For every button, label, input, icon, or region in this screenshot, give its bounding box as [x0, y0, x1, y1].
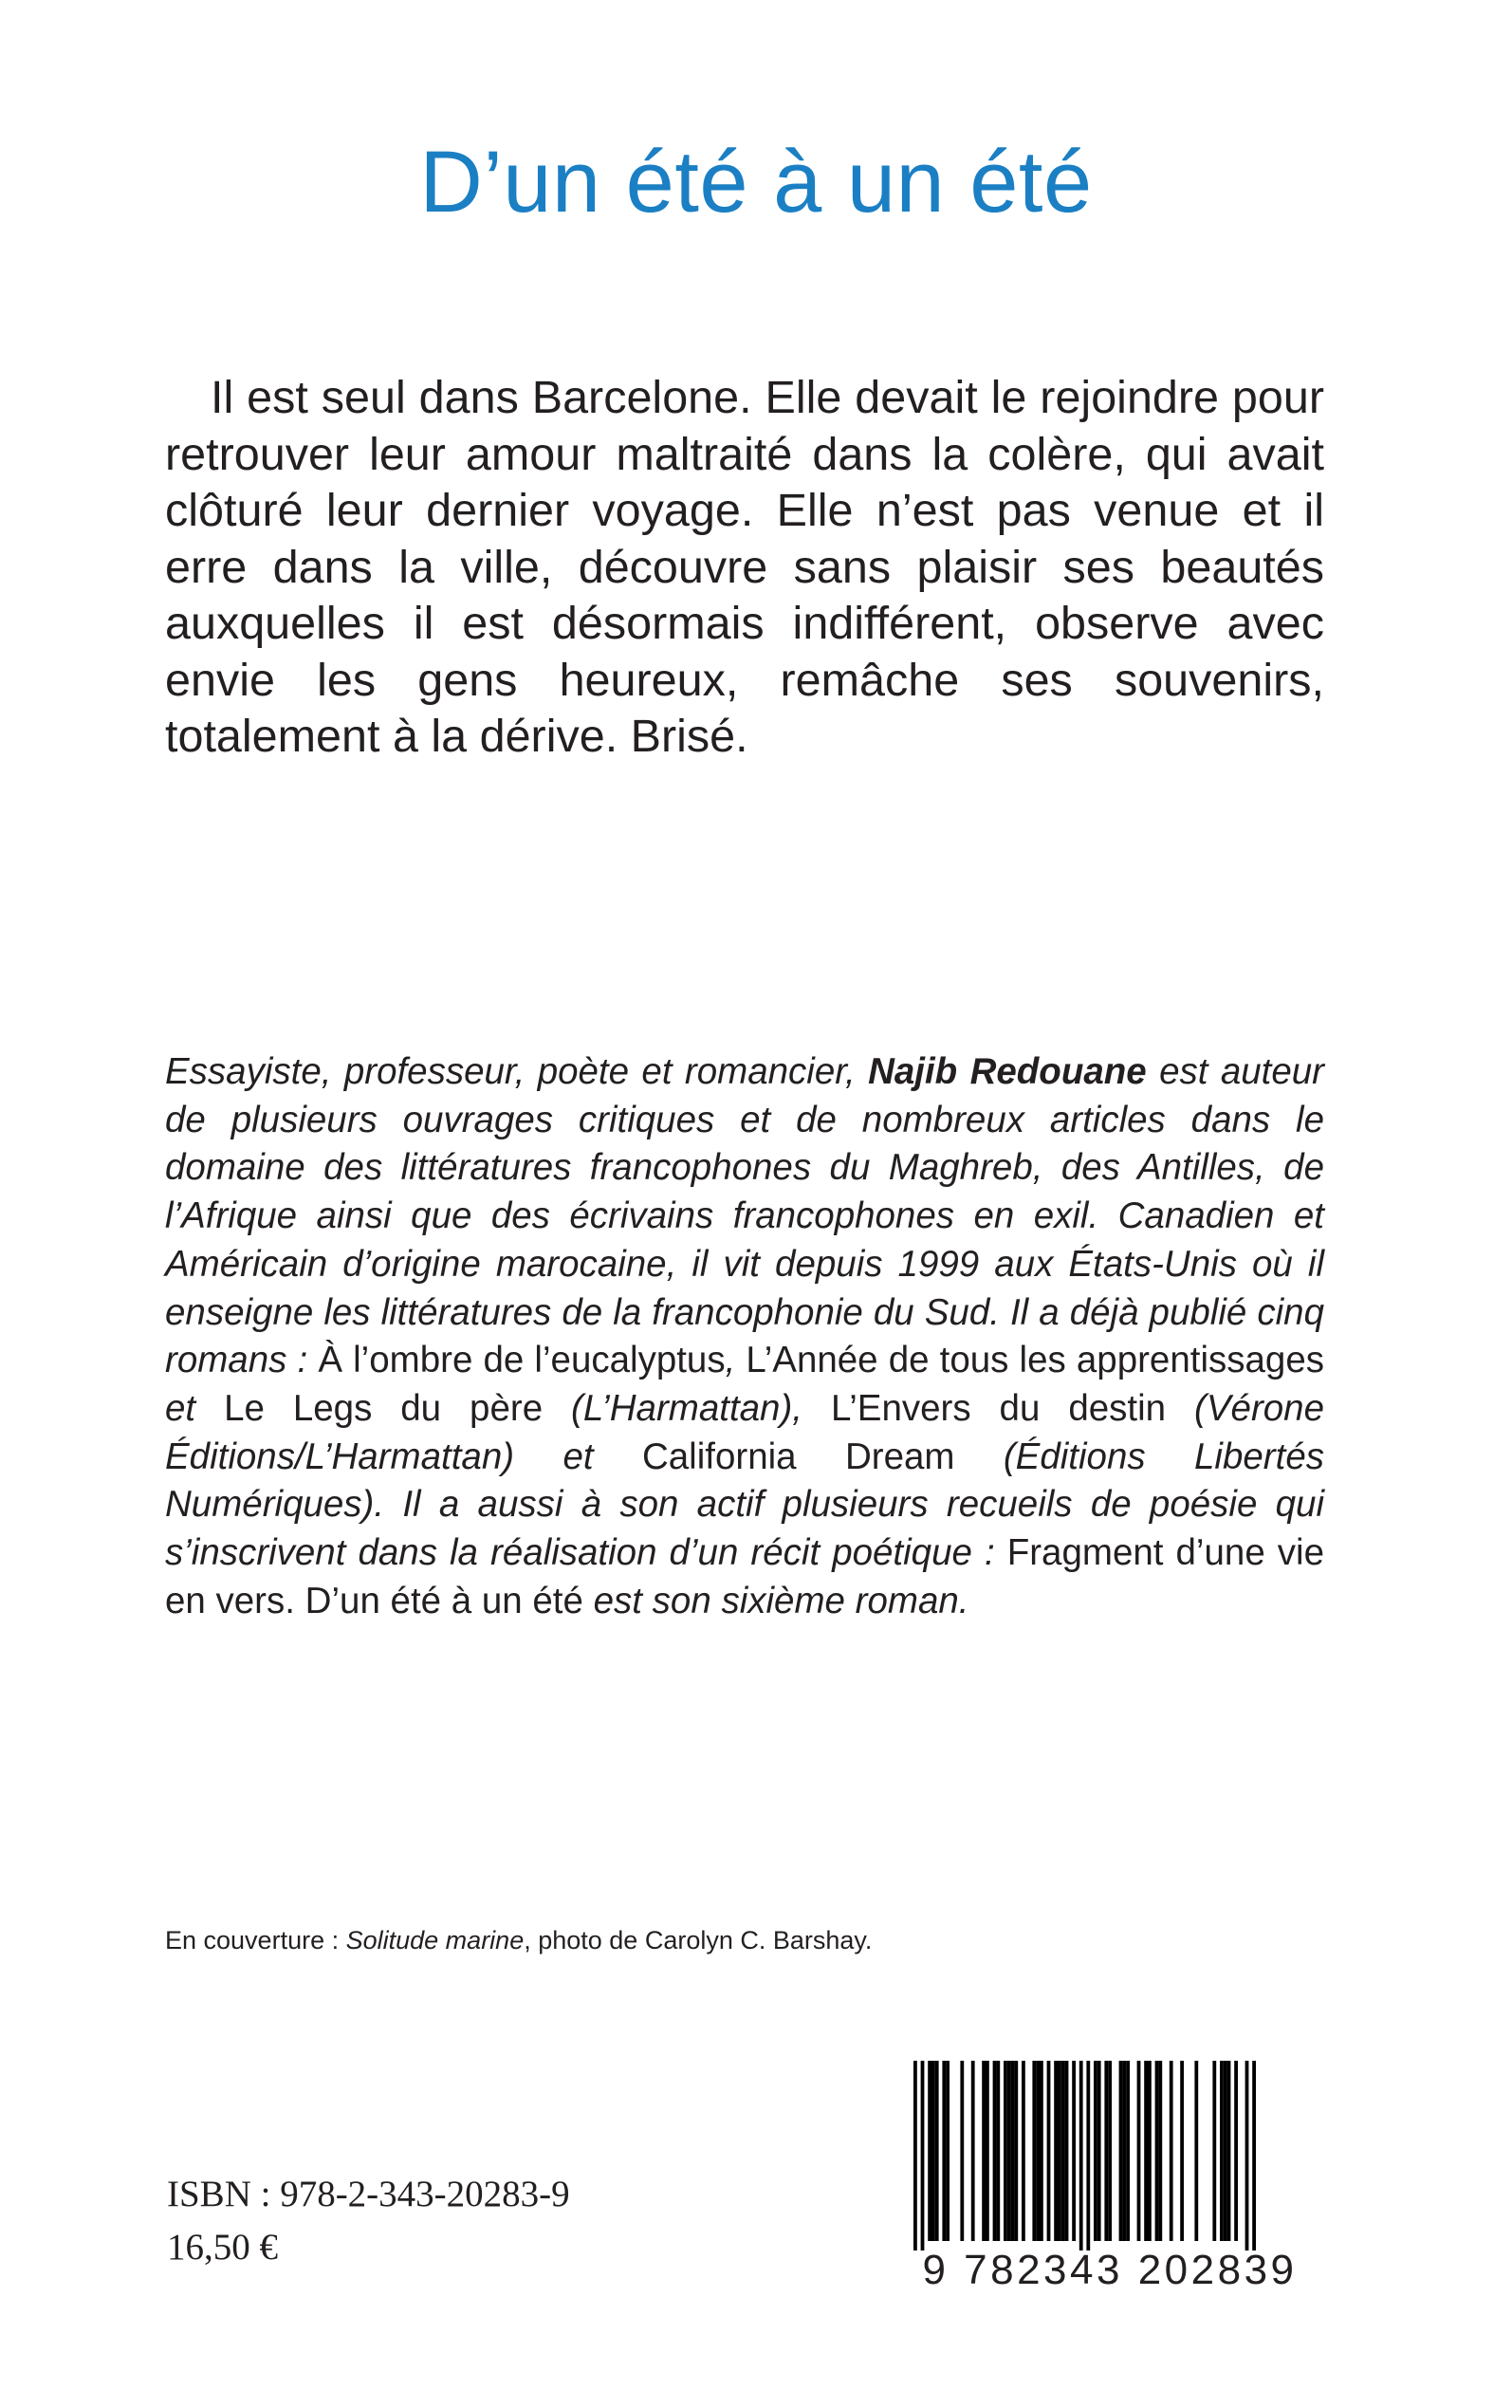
barcode-bar [1180, 2061, 1184, 2241]
barcode-bar [942, 2061, 946, 2241]
barcode-bar [1104, 2061, 1108, 2241]
bio-intro: Essayiste, professeur, poète et romancier, [165, 1051, 869, 1092]
barcode-bar [1245, 2061, 1249, 2251]
barcode-bar [1007, 2061, 1011, 2241]
barcode-bar [1108, 2061, 1112, 2241]
credit-suffix: , photo de Carolyn C. Barshay. [524, 1926, 873, 1954]
barcode-bar [1011, 2061, 1015, 2241]
barcode-bar [1122, 2061, 1126, 2241]
barcode-bar [996, 2061, 1000, 2241]
bio-sep-1: , [725, 1340, 747, 1381]
book-title: D’un été à un été [419, 134, 1093, 231]
barcode-bar [1227, 2061, 1231, 2241]
barcode-bar [1022, 2061, 1025, 2241]
bio-publisher-1: (L’Harmattan), [543, 1387, 831, 1429]
barcode-digits: 9 782343 202839 [922, 2247, 1298, 2293]
bio-text-1: est auteur de plusieurs ouvrages critiques et de nombreux articles dans le domaine des littératures francophones du Maghreb, des Antilles, de l’Afrique ainsi que des écrivains francophones en exil. Canadien et Américain d’origine marocaine, il vit depuis 1999 aux États-Unis où il enseigne les littératures de la francophonie du Sud. Il a déjà publié cinq romans : [165, 1051, 1324, 1381]
barcode-bar [1119, 2061, 1123, 2241]
barcode-bar [1126, 2061, 1130, 2241]
cover-credit [165, 1926, 872, 1955]
barcode-bar [1036, 2061, 1040, 2241]
barcode-bar [1170, 2061, 1173, 2241]
barcode-bar [960, 2061, 964, 2241]
barcode-bar [1058, 2061, 1061, 2241]
author-bio [165, 1048, 1324, 1625]
barcode-bar [1148, 2061, 1152, 2241]
barcode-bar [982, 2061, 986, 2241]
isbn-label: ISBN : 978-2-343-20283-9 [167, 2174, 570, 2214]
book-title-1: À l’ombre de l’eucalyptus [318, 1340, 726, 1381]
barcode-bar [913, 2061, 917, 2251]
book-title-7: D’un été à un été [304, 1580, 583, 1621]
blurb-paragraph: Il est seul dans Barcelone. Elle devait le rejoindre pour retrouver leur amour maltraité dans la colère, qui avait clôturé leur dernier voyage. Elle n’est pas venue et il erre dans la ville, découvre sans plaisir ses beautés auxquelles il est désormais indifférent, observe avec envie les gens heureux, remâche ses souvenirs, totalement à la dérive. Brisé. [165, 372, 1324, 762]
barcode-bar [986, 2061, 989, 2241]
barcode-bar [1047, 2061, 1051, 2241]
barcode-bar [1137, 2061, 1141, 2241]
barcode-bar [1032, 2061, 1036, 2241]
barcode-bar [1094, 2061, 1097, 2241]
barcode [896, 2061, 1323, 2293]
barcode-bar [1072, 2061, 1076, 2241]
barcode-bar [931, 2061, 935, 2241]
barcode-bar [946, 2061, 950, 2241]
barcode-bar [1155, 2061, 1159, 2241]
barcode-bar [1040, 2061, 1043, 2241]
bio-publisher-2: (Vérone Éditions/L’Harmattan) et [165, 1387, 1324, 1477]
barcode-bar [1194, 2061, 1198, 2241]
barcode-bar [1054, 2061, 1058, 2241]
barcode-bar [1097, 2061, 1101, 2241]
barcode-bar [971, 2061, 975, 2241]
barcode-bar [1065, 2061, 1069, 2241]
barcode-bar [1004, 2061, 1007, 2241]
bio-sep-3: . [285, 1580, 305, 1621]
barcode-bar [1086, 2061, 1090, 2251]
book-title-2: L’Année de tous les apprentissages [746, 1340, 1324, 1381]
barcode-bar [1252, 2061, 1256, 2251]
barcode-bar [1014, 2061, 1018, 2241]
book-title-3: Le Legs du père [224, 1387, 544, 1429]
bio-publisher-3: (Éditions Libertés Numériques). Il a aussi à son actif plusieurs recueils de poésie qui s’inscrivent dans la réalisation d’un récit poétique : [165, 1436, 1324, 1574]
barcode-bar [1234, 2061, 1238, 2241]
barcode-bar [921, 2061, 925, 2251]
bio-sep-2: et [165, 1387, 225, 1429]
price-label: 16,50 € [167, 2227, 278, 2268]
barcode-bar [1224, 2061, 1227, 2241]
barcode-bar [1079, 2061, 1083, 2251]
barcode-bar [935, 2061, 939, 2241]
barcode-bar [1158, 2061, 1162, 2241]
credit-work: Solitude marine [345, 1926, 525, 1954]
bio-outro: est son sixième roman. [582, 1580, 969, 1621]
barcode-bar [1144, 2061, 1148, 2241]
credit-prefix: En couverture : [165, 1926, 346, 1954]
book-title-4: L’Envers du destin [830, 1387, 1167, 1429]
book-title-5: California Dream [641, 1436, 955, 1477]
barcode-bars [896, 2061, 1323, 2251]
author-name: Najib Redouane [868, 1051, 1147, 1092]
book-title-6: Fragment d’une vie en vers [165, 1532, 1324, 1621]
barcode-bar [993, 2061, 997, 2241]
barcode-bar [928, 2061, 931, 2241]
barcode-bar [1212, 2061, 1216, 2241]
barcode-bar [1220, 2061, 1224, 2241]
barcode-bar [1061, 2061, 1065, 2241]
